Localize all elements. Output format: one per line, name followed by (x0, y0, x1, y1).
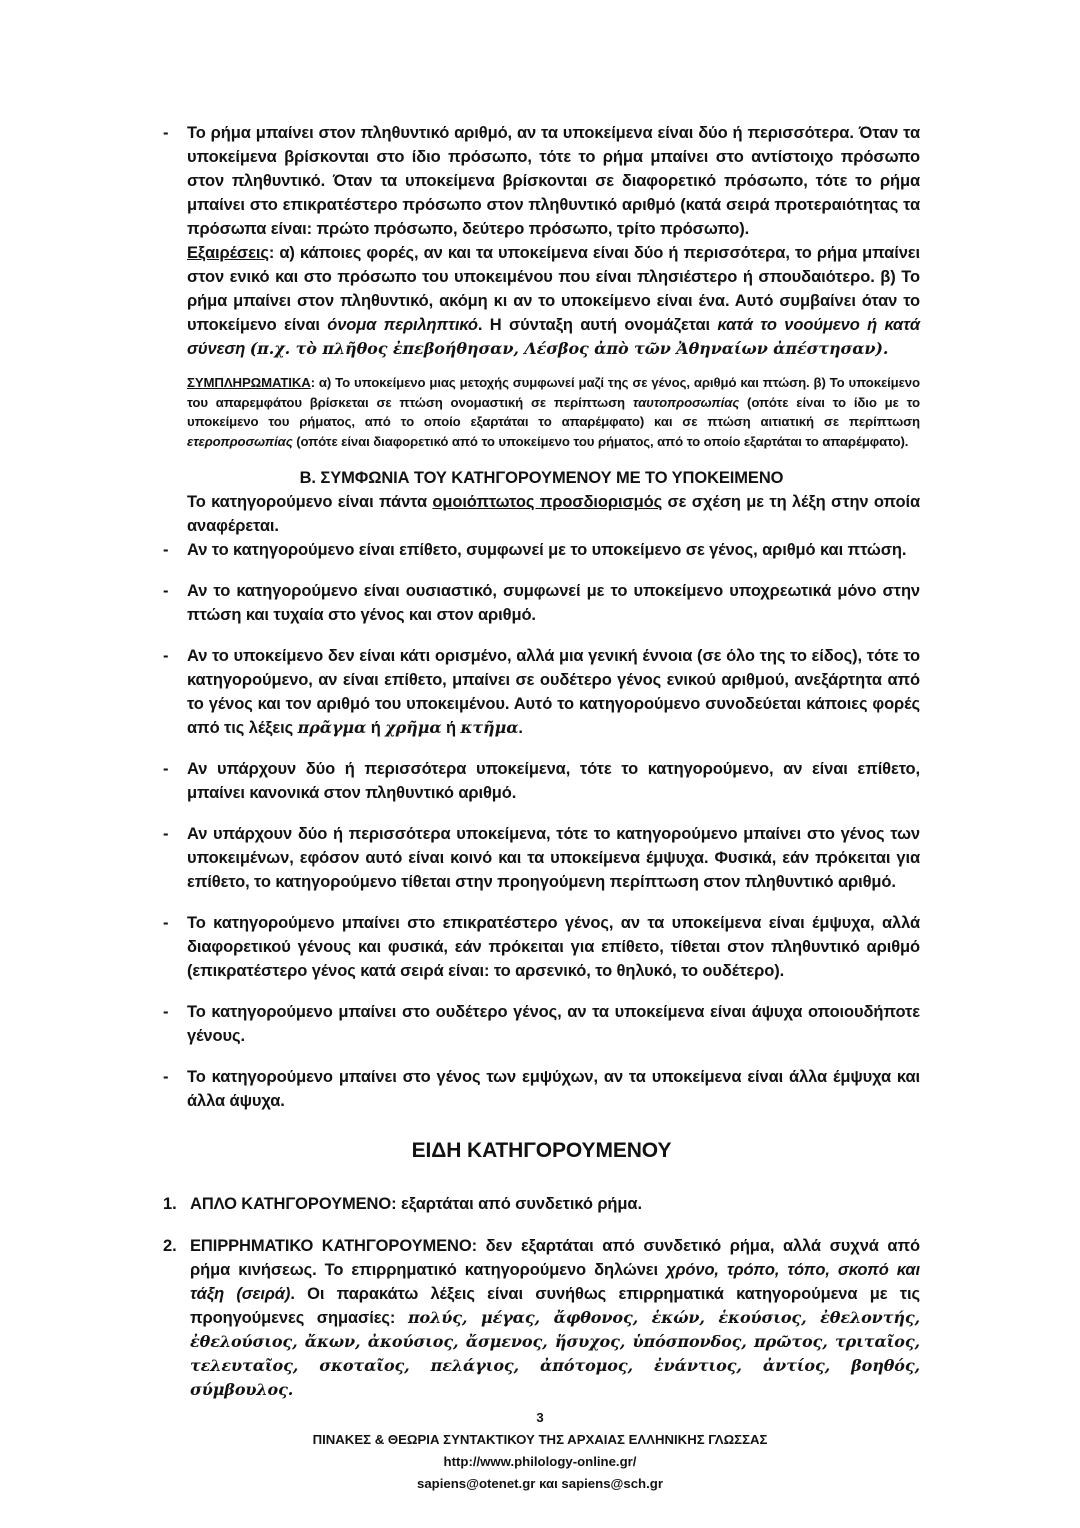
text-run: ομοιόπτωτος προσδιορισμός (432, 493, 663, 511)
bullet-neuter-gender (163, 1000, 920, 1048)
page-number: 3 (536, 1410, 544, 1425)
item-text (190, 1234, 920, 1402)
text-run: ΕΠΙΡΡΗΜΑΤΙΚΟ ΚΑΤΗΓΟΡΟΥΜΕΝΟ: δεν εξαρτάται από συνδετικό ρήμα, αλλά συχνά από ρήμα κινήσεως. Το επιρρηματικό κατηγορούμενο δηλώνει (190, 1237, 920, 1279)
text-run: Αν υπάρχουν δύο ή περισσότερα υποκείμενα, τότε το κατηγορούμενο, αν είναι επίθετο, μπαίνει κανονικά στον πληθυντικό αριθμό. (187, 760, 920, 802)
text-run: Αν το κατηγορούμενο είναι ουσιαστικό, συμφωνεί με το υποκείμενο υποχρεωτικά μόνο στην πτώση και τυχαία στο γένος και στον αριθμό. (187, 582, 920, 624)
text-run: (οπότε είναι διαφορετικό από το υποκείμενο του ρήματος, από το οποίο εξαρτάται το απαρέμφατο). (292, 433, 909, 449)
text-run: Αν το κατηγορούμενο είναι επίθετο, συμφωνεί με το υποκείμενο σε γένος, αριθμό και πτώση. (187, 541, 907, 559)
section-b-heading: Β. ΣΥΜΦΩΝΙΑ ΤΟΥ ΚΑΤΗΓΟΡΟΥΜΕΝΟΥ ΜΕ ΤΟ ΥΠΟΚΕΙΜΕΝΟ (299, 469, 784, 487)
text-run: κτῆμα (460, 718, 519, 737)
text-run: ή (366, 719, 386, 737)
text-run: ταυτοπροσωπίας (632, 394, 740, 410)
bullet-generic-subject (163, 644, 920, 740)
supplementary-note (187, 373, 920, 451)
bullet-text (187, 579, 920, 627)
bullet-dominant-gender (163, 911, 920, 983)
footer-title: ΠΙΝΑΚΕΣ & ΘΕΩΡΙΑ ΣΥΝΤΑΚΤΙΚΟΥ ΤΗΣ ΑΡΧΑΙΑΣ ΕΛΛΗΝΙΚΗΣ ΓΛΩΣΣΑΣ (312, 1432, 768, 1447)
text-run: Το ρήμα μπαίνει στον πληθυντικό αριθμό, αν τα υποκείμενα είναι δύο ή περισσότερα. Όταν τα υποκείμενα βρίσκονται στο ίδιο πρόσωπο, τότε το ρήμα μπαίνει στο αντίστοιχο πρόσωπο στον πληθυντικό. Όταν τα υποκείμενα βρίσκονται σε διαφορετικό πρόσωπο, τότε το ρήμα μπαίνει στο επικρατέστερο πρόσωπο στον πληθυντικό αριθμό (κατά σειρά προτεραιότητας τα πρόσωπα είναι: πρώτο πρόσωπο, δεύτερο πρόσωπο, τρίτο πρόσωπο). (187, 124, 920, 238)
predicate-types-heading: ΕΙΔΗ ΚΑΤΗΓΟΡΟΥΜΕΝΟΥ (411, 1139, 672, 1162)
bullet-dash: - (163, 1068, 169, 1086)
text-run: ΑΠΛΟ ΚΑΤΗΓΟΡΟΥΜΕΝΟ: εξαρτάται από συνδετικό ρήμα. (190, 1195, 642, 1213)
text-run: όνομα περιληπτικό (327, 316, 478, 334)
text-run: Το κατηγορούμενο μπαίνει στο γένος των εμψύχων, αν τα υποκείμενα είναι άλλα έμψυχα και άλλα άψυχα. (187, 1068, 920, 1110)
bullet-text (187, 911, 920, 983)
bullet-dash: - (163, 914, 169, 932)
bullet-dash: - (163, 825, 169, 843)
page-footer (0, 1407, 1080, 1495)
bullet-multiple-subjects-gender (163, 822, 920, 894)
bullet-noun-agreement (163, 579, 920, 627)
text-run: Το κατηγορούμενο είναι πάντα (187, 493, 433, 511)
page-content (163, 121, 920, 1402)
bullet-text (187, 757, 920, 805)
footer-url: http://www.philology-online.gr/ (443, 1454, 637, 1469)
text-run: : α) κάποιες φορές, αν και τα υποκείμενα είναι δύο ή περισσότερα, το ρήμα μπαίνει στον ενικό και στο πρόσωπο του υποκειμένου που είναι πλησιέστερο ή σπουδαιότερο. β) Το ρήμα μπαίνει στον πληθυντικό, ακόμη κι αν το υποκείμενο είναι ένα. Αυτό συμβαίνει όταν το υποκείμενο είναι (187, 244, 920, 334)
bullet-multiple-subjects-plural (163, 757, 920, 805)
item-number: 1. (163, 1195, 177, 1213)
bullet-text (187, 822, 920, 894)
exceptions-paragraph (187, 241, 920, 361)
text-run: Αν το υποκείμενο δεν είναι κάτι ορισμένο, αλλά μια γενική έννοια (σε όλο της το είδος), τότε το κατηγορούμενο, αν είναι επίθετο, μπαίνει σε ουδέτερο γένος ενικού αριθμού, ανεξάρτητα από το γένος και τον αριθμό του υποκειμένου. Αυτό το κατηγορούμενο συνοδεύεται κάποιες φορές από τις λέξεις (187, 647, 920, 737)
text-run: (π.χ. τὸ πλῆθος ἐπεβοήθησαν, Λέσβος ἀπὸ τῶν Ἀθηναίων ἀπέστησαν). (249, 339, 889, 358)
text-run: χρῆμα (385, 718, 442, 737)
text-run: : α) Το υποκείμενο μιας μετοχής συμφωνεί μαζί της σε γένος, αριθμό και πτώση. β) Το υποκείμενο του απαρεμφάτου βρίσκεται σε πτώση ονομαστική σε περίπτωση (187, 375, 920, 410)
text-run: πολύς, μέγας, ἄφθονος, ἑκών, ἑκούσιος, ἐθελοντής, ἐθελούσιος, ἄκων, ἀκούσιος, ἄσμενος, ἥσυχος, ὑπόσπονδος, πρῶτος, τριταῖος, τελευταῖος, σκοταῖος, πελάγιος, ἀπότομος, ἐνάντιος, ἀντίος, βοηθός, σύμβουλος. (190, 1308, 920, 1399)
text-run: χρόνο, τρόπο, τόπο, σκοπό και τάξη (σειρά) (190, 1261, 921, 1303)
verb-plural-agreement-text (187, 121, 920, 241)
item-number: 2. (163, 1237, 177, 1255)
numbered-item-simple-predicate (163, 1192, 920, 1216)
text-run: . (518, 719, 523, 737)
text-run: Το κατηγορούμενο μπαίνει στο επικρατέστερο γένος, αν τα υποκείμενα είναι έμψυχα, αλλά διαφορετικού γένους και φυσικά, εάν πρόκειται για επίθετο, τίθεται στον πληθυντικό αριθμό (επικρατέστερο γένος κατά σειρά είναι: το αρσενικό, το θηλυκό, το ουδέτερο). (187, 914, 920, 980)
bullet-body (187, 121, 920, 361)
text-run: . Η σύνταξη αυτή ονομάζεται (477, 316, 718, 334)
bullet-dash: - (163, 1003, 169, 1021)
numbered-item-adverbial-predicate (163, 1234, 920, 1402)
bullet-dash: - (163, 541, 169, 559)
footer-emails: sapiens@otenet.gr και sapiens@sch.gr (417, 1476, 663, 1491)
bullet-animate-gender (163, 1065, 920, 1113)
bullet-text (187, 644, 920, 740)
bullet-dash: - (163, 760, 169, 778)
text-run: (οπότε είναι το ίδιο με το υποκείμενο του ρήματος, από το οποίο εξαρτάται το απαρέμφατο) και σε πτώση αιτιατική σε περίπτωση (187, 394, 920, 429)
text-run: Το κατηγορούμενο μπαίνει στο ουδέτερο γένος, αν τα υποκείμενα είναι άψυχα οποιουδήποτε γένους. (187, 1003, 920, 1045)
text-run: ή (441, 719, 461, 737)
predicate-intro-paragraph (187, 490, 920, 538)
item-text (190, 1192, 920, 1216)
text-run: Αν υπάρχουν δύο ή περισσότερα υποκείμενα, τότε το κατηγορούμενο μπαίνει στο γένος των υποκειμένων, εφόσον αυτό είναι κοινό και τα υποκείμενα έμψυχα. Φυσικά, εάν πρόκειται για επίθετο, το κατηγορούμενο τίθεται στην προηγούμενη περίπτωση στον πληθυντικό αριθμό. (187, 825, 920, 891)
bullet-text (187, 1000, 920, 1048)
bullet-verb-plural-agreement (163, 121, 920, 361)
bullet-text (187, 538, 920, 562)
bullet-adjective-agreement (163, 538, 920, 562)
text-run: πρᾶγμα (297, 718, 367, 737)
text-run: Εξαιρέσεις (187, 244, 269, 262)
text-run: κατά το νοούμενο ή κατά σύνεση (187, 316, 920, 358)
text-run: ετεροπροσωπίας (187, 433, 293, 449)
bullet-dash: - (163, 647, 169, 665)
bullet-text (187, 1065, 920, 1113)
text-run: ΣΥΜΠΛΗΡΩΜΑΤΙΚΑ (187, 375, 311, 390)
text-run: . Οι παρακάτω λέξεις είναι συνήθως επιρρηματικά κατηγορούμενα με τις προηγούμενες σημασίες: (190, 1285, 920, 1327)
bullet-dash: - (163, 582, 169, 600)
bullet-dash: - (163, 124, 169, 142)
text-run: σε σχέση με τη λέξη στην οποία αναφέρεται. (187, 493, 920, 535)
